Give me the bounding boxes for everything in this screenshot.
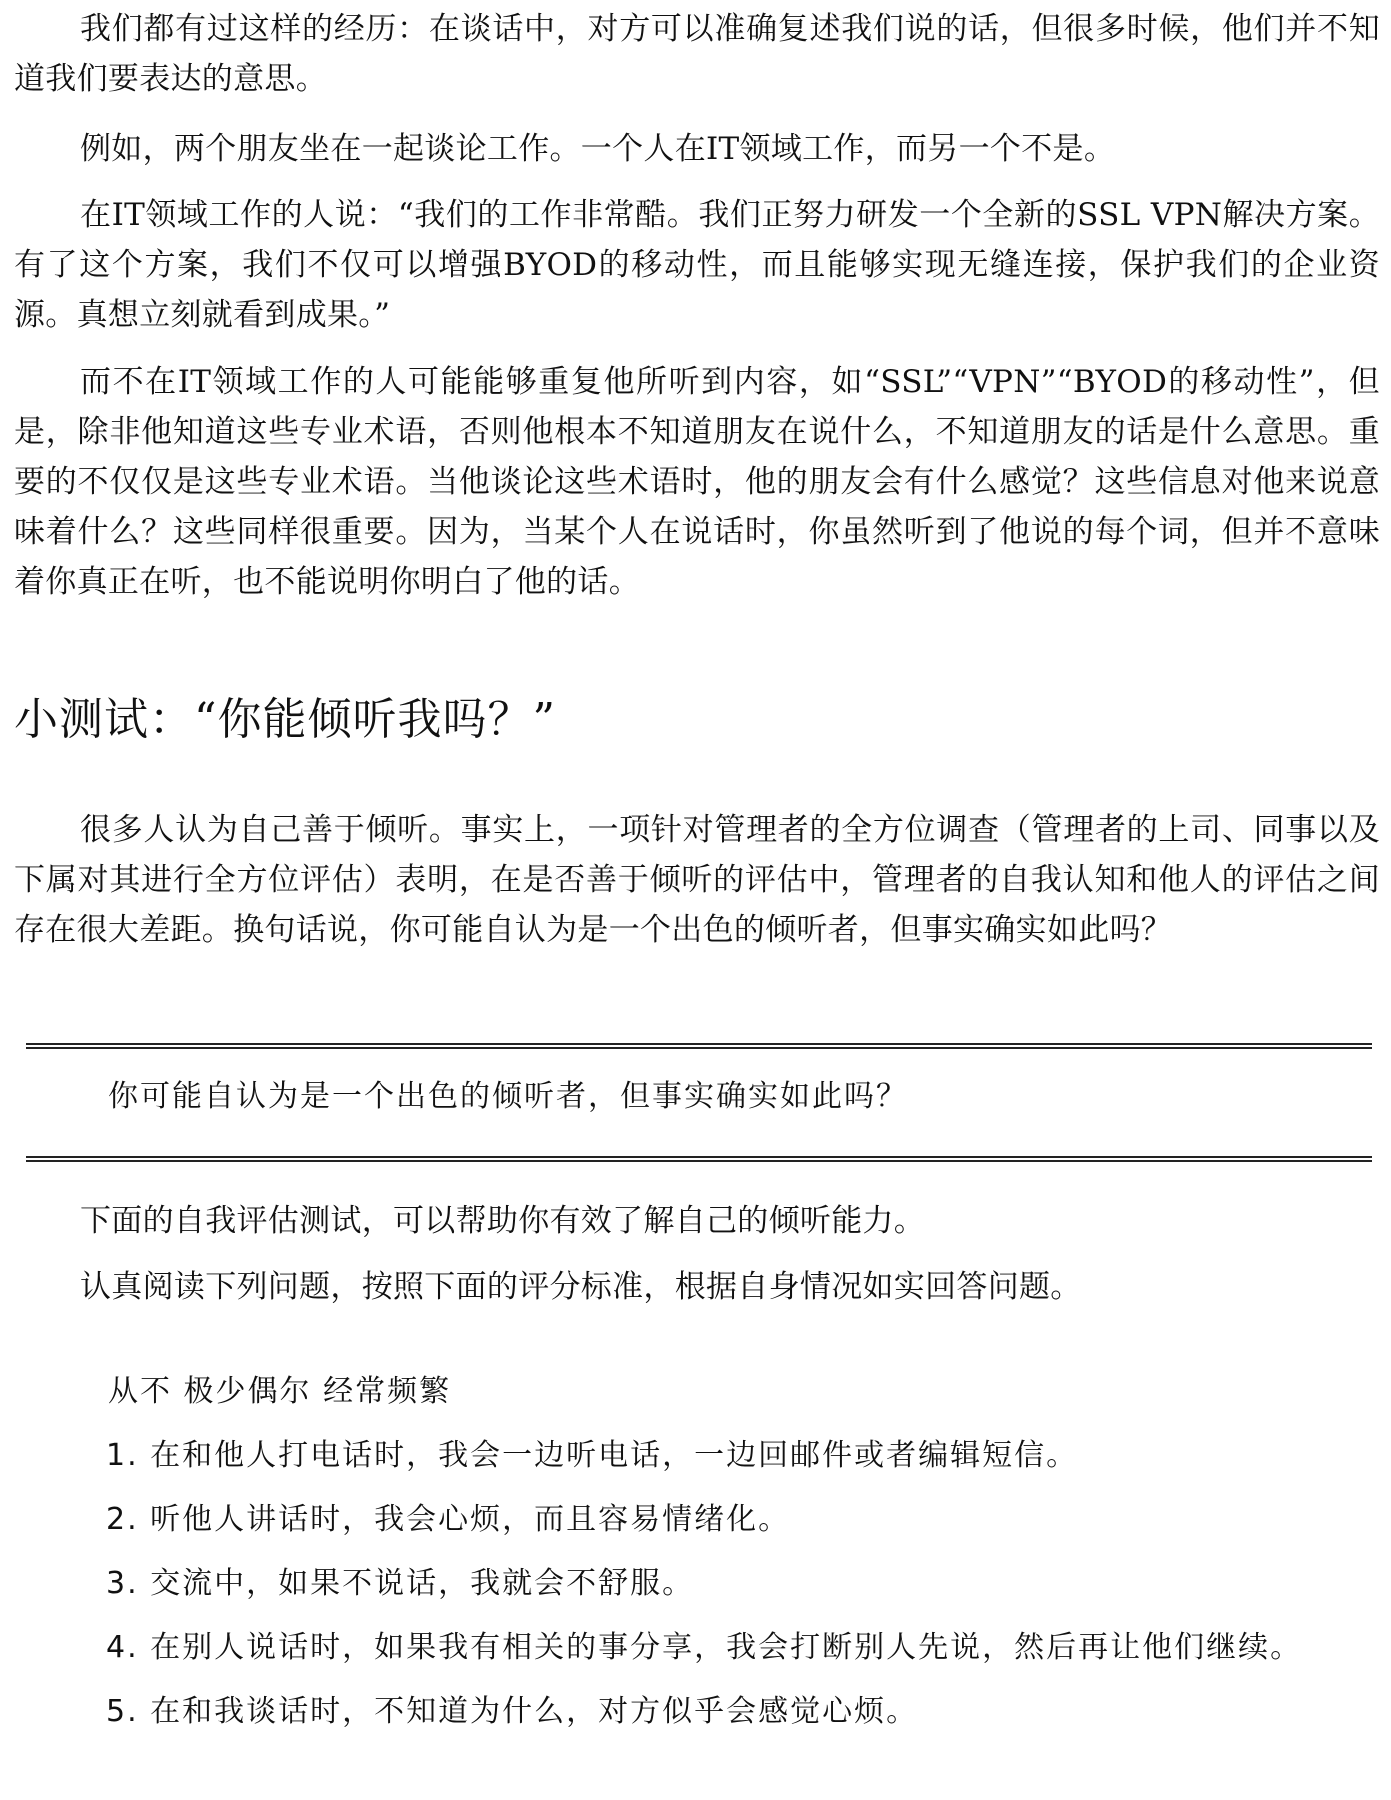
question-list	[40, 1432, 1340, 1752]
test-intro-line-2: 认真阅读下列问题，按照下面的评分标准，根据自身情况如实回答问题。	[80, 1269, 1082, 1305]
question-item: 3. 交流中，如果不说话，我就会不舒服。	[106, 1566, 695, 1601]
question-item: 4. 在别人说话时，如果我有相关的事分享，我会打断别人先说，然后再让他们继续。	[106, 1630, 1303, 1665]
callout-top-rule	[26, 1043, 1372, 1049]
pull-quote: 你可能自认为是一个出色的倾听者，但事实确实如此吗？	[108, 1079, 908, 1114]
body-paragraph-3: 在IT领域工作的人说：“我们的工作非常酷。我们正努力研发一个全新的SSL VPN解决方案。有了这个方案，我们不仅可以增强BYOD的移动性，而且能够实现无缝连接，保护我们的企业资源。真想立刻就看到成果。”	[14, 197, 1380, 333]
question-item: 1. 在和他人打电话时，我会一边听电话，一边回邮件或者编辑短信。	[106, 1438, 1079, 1473]
body-paragraph-2: 例如，两个朋友坐在一起谈论工作。一个人在IT领域工作，而另一个不是。	[80, 131, 1116, 167]
section-intro-paragraph: 很多人认为自己善于倾听。事实上，一项针对管理者的全方位调查（管理者的上司、同事以及下属对其进行全方位评估）表明，在是否善于倾听的评估中，管理者的自我认知和他人的评估之间存在很大差距。换句话说，你可能自认为是一个出色的倾听者，但事实确实如此吗？	[14, 812, 1380, 948]
question-item: 2. 听他人讲话时，我会心烦，而且容易情绪化。	[106, 1502, 791, 1537]
test-intro-line-1: 下面的自我评估测试，可以帮助你有效了解自己的倾听能力。	[80, 1203, 926, 1239]
rating-scale-labels: 从不 极少偶尔 经常频繁	[108, 1374, 452, 1409]
question-item: 5. 在和我谈话时，不知道为什么，对方似乎会感觉心烦。	[106, 1694, 919, 1729]
callout-bottom-rule	[26, 1156, 1372, 1162]
body-paragraph-4: 而不在IT领域工作的人可能能够重复他所听到内容，如“SSL”“VPN”“BYOD的移动性”，但是，除非他知道这些专业术语，否则他根本不知道朋友在说什么，不知道朋友的话是什么意思。重要的不仅仅是这些专业术语。当他谈论这些术语时，他的朋友会有什么感觉？这些信息对他来说意味着什么？这些同样很重要。因为，当某个人在说话时，你虽然听到了他说的每个词，但并不意味着你真正在听，也不能说明你明白了他的话。	[14, 364, 1380, 600]
section-heading: 小测试：“你能倾听我吗？”	[14, 694, 556, 745]
body-paragraph-1: 我们都有过这样的经历：在谈话中，对方可以准确复述我们说的话，但很多时候，他们并不知道我们要表达的意思。	[14, 11, 1380, 97]
